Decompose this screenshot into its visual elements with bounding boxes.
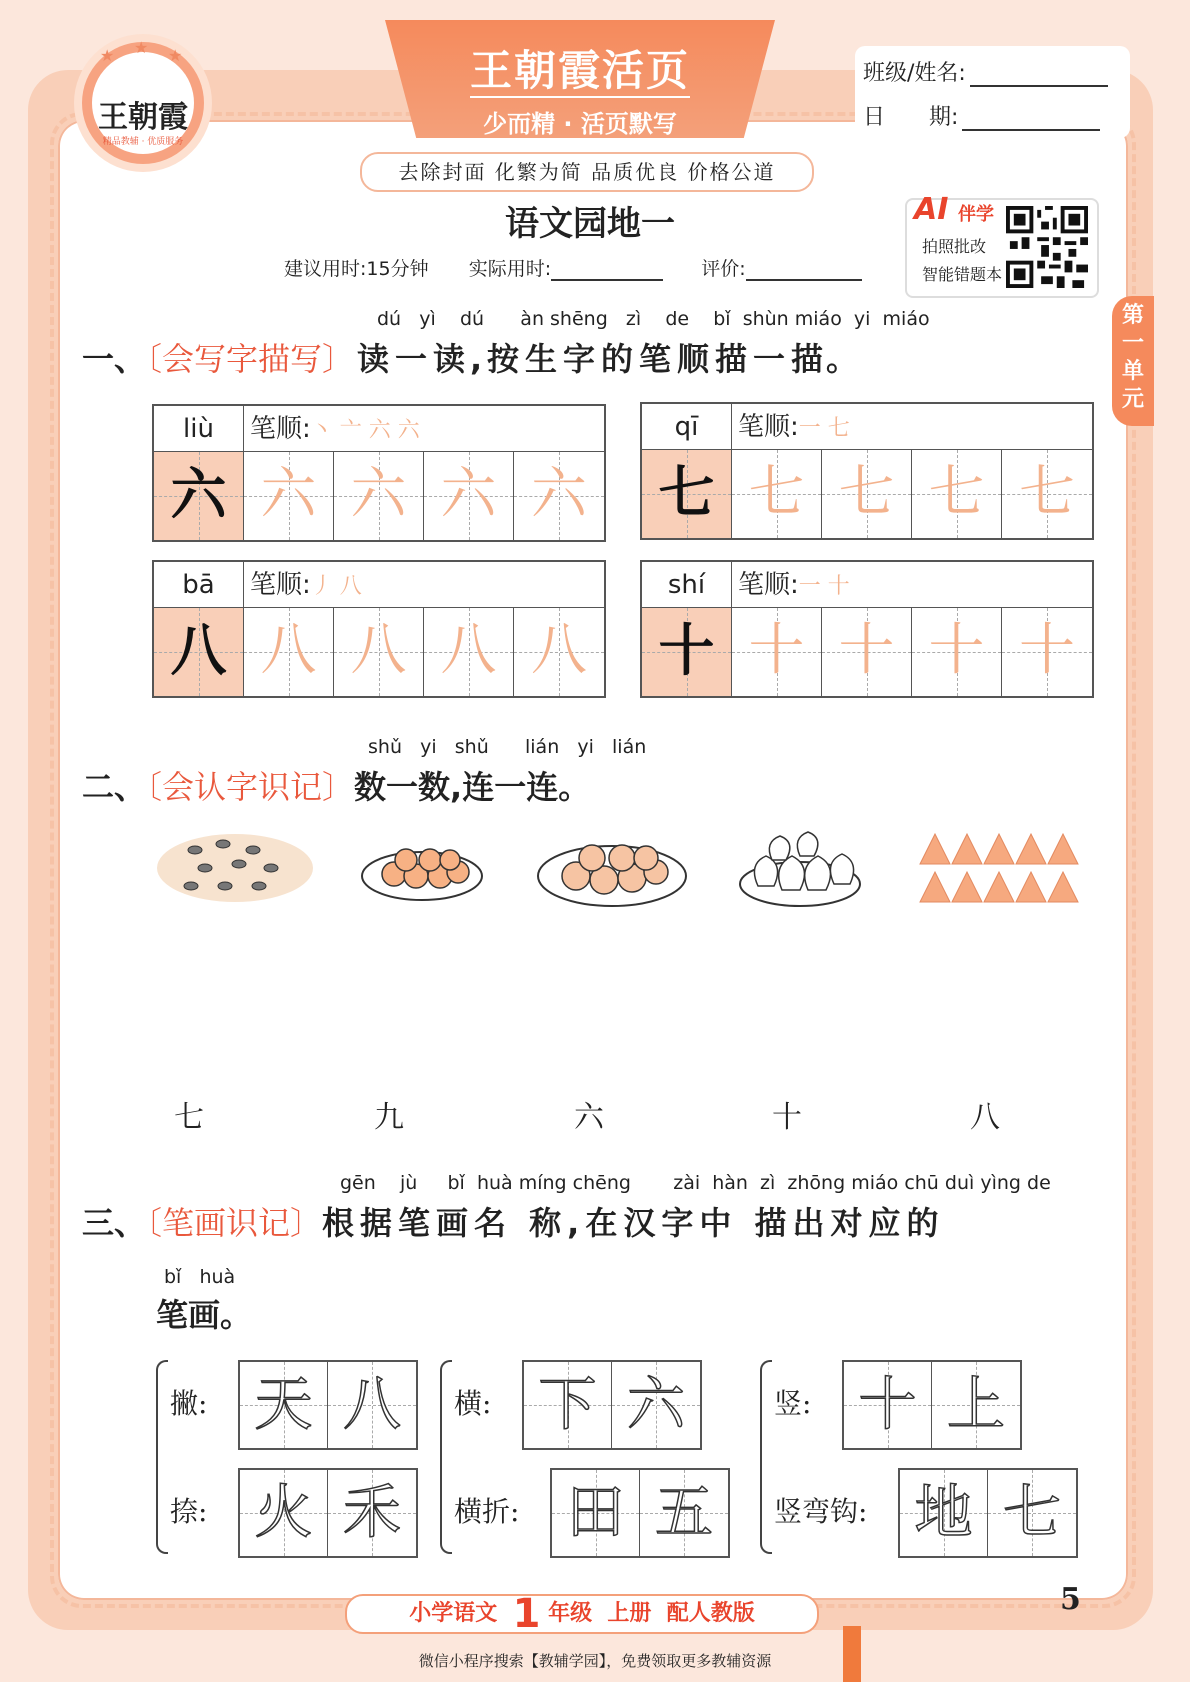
unit-side-tab [1112, 296, 1154, 426]
section3-heading [82, 1198, 944, 1244]
number-item[interactable]: 九 [374, 1100, 404, 1135]
suggested-time: 建议用时:15分钟 [284, 258, 429, 280]
peaches-plate-icon[interactable] [536, 828, 688, 908]
evaluation-field[interactable] [746, 259, 862, 281]
outline-char: 上 [946, 1370, 1005, 1438]
stroke-sequence: 丶 亠 六 六 [310, 418, 420, 443]
section-tag: 〔会认字识记〕 [146, 768, 355, 806]
class-name-label: 班级/姓名: [863, 61, 966, 86]
pinyin: chēng [572, 1172, 631, 1194]
section-number: 一、 [82, 340, 147, 378]
char-pair-box [238, 1360, 418, 1450]
wechat-promo: 微信小程序搜索【教辅学园】，免费领取更多教辅资源 [418, 1652, 772, 1670]
stroke-name-label: 竖弯钩: [774, 1495, 868, 1528]
number-item[interactable]: 八 [970, 1100, 1000, 1135]
pinyin: dú [459, 308, 485, 330]
number-item[interactable]: 六 [574, 1100, 604, 1135]
banner-subtitle: 少而精 · 活页默写 [483, 110, 677, 138]
group-brace [156, 1360, 168, 1554]
stroke-order-grid [640, 402, 1094, 540]
pinyin: duì [944, 1172, 975, 1194]
footer-grade: 年级 [548, 1601, 593, 1626]
char-pinyin: bā [154, 562, 244, 608]
stroke-order-label: 笔顺: [250, 570, 311, 600]
model-char-cell [154, 452, 244, 540]
outline-char: 七 [1002, 1478, 1061, 1546]
stroke-sequence: 一 七 [798, 416, 850, 441]
trace-char-cell[interactable] [912, 450, 1002, 538]
trace-char: 八 [260, 618, 317, 683]
trace-stroke-cell[interactable] [900, 1470, 988, 1556]
instruction-char: 描 [715, 340, 748, 378]
trace-stroke-cell[interactable] [640, 1470, 728, 1556]
trace-char-cell[interactable] [424, 608, 514, 696]
pears-plate-icon[interactable] [738, 826, 862, 908]
pinyin: yi [577, 736, 594, 758]
trace-stroke-cell[interactable] [328, 1362, 416, 1448]
section3-instruction: 根据笔画名 称,在汉字中 描出对应的 [322, 1204, 945, 1242]
section3-pinyin [340, 1172, 1051, 1194]
date-field[interactable] [962, 107, 1100, 131]
section-number: 二、 [82, 768, 147, 806]
outline-char: 地 [914, 1478, 973, 1546]
trace-char: 六 [531, 462, 587, 527]
group-brace [440, 1360, 452, 1554]
section-number: 三、 [82, 1204, 147, 1242]
instruction-char: 一 [395, 340, 428, 378]
qr-code-icon[interactable] [1006, 206, 1088, 288]
pinyin: huà [199, 1266, 236, 1288]
trace-stroke-cell[interactable] [988, 1470, 1076, 1556]
star-icon: ★ [168, 46, 183, 65]
instruction-char: 生 [525, 340, 558, 378]
outline-char: 天 [254, 1370, 313, 1438]
stroke-order-grid [152, 560, 606, 698]
section1-heading [82, 334, 858, 380]
pinyin: de [1027, 1172, 1051, 1194]
actual-time-field[interactable] [551, 259, 663, 281]
trace-stroke-cell[interactable] [844, 1362, 932, 1448]
stroke-order-label: 笔顺: [738, 412, 799, 442]
pinyin: miáo [794, 308, 842, 330]
student-info-box [855, 46, 1130, 138]
char-pair-box [522, 1360, 702, 1450]
outline-char: 八 [342, 1370, 401, 1438]
char-pair-box [898, 1468, 1078, 1558]
section-tag: 〔会写字描写〕 [146, 340, 355, 378]
model-char: 七 [658, 460, 715, 526]
outline-char: 五 [654, 1478, 713, 1546]
pinyin: bǐ [447, 1172, 465, 1194]
pinyin: zì [625, 308, 642, 330]
unit-label: 第一单元 [1122, 303, 1145, 412]
pinyin: yi [853, 308, 871, 330]
bees-icon[interactable] [155, 828, 315, 904]
outline-char: 六 [626, 1370, 685, 1438]
trace-char-cell[interactable] [1002, 608, 1092, 696]
trace-char: 七 [838, 460, 895, 525]
page-number: 5 [1060, 1582, 1081, 1617]
pinyin: àn [520, 308, 544, 330]
instruction-char: 笔 [639, 340, 672, 378]
trace-char: 十 [838, 618, 895, 683]
instruction-char: 读 [357, 340, 390, 378]
outline-char: 田 [566, 1478, 625, 1546]
pinyin: lián [525, 736, 560, 758]
stroke-order-row [738, 404, 850, 450]
pinyin: miáo [882, 308, 930, 330]
trace-char-cell[interactable] [424, 452, 514, 540]
pinyin: yi [420, 736, 437, 758]
trace-char: 六 [350, 462, 407, 527]
instruction-char: 一 [753, 340, 786, 378]
actual-time-label: 实际用时: [468, 258, 552, 280]
evaluation-label: 评价: [701, 258, 746, 280]
trace-stroke-cell[interactable] [524, 1362, 612, 1448]
footer-volume: 上册 [607, 1601, 652, 1626]
stroke-name-label: 竖: [774, 1387, 812, 1420]
stroke-order-row [250, 406, 420, 452]
stroke-name-label: 撇: [170, 1387, 208, 1420]
pinyin: bǐ [164, 1266, 182, 1288]
trace-char-cell[interactable] [514, 452, 604, 540]
instruction-char: 。 [826, 340, 859, 378]
trace-char: 七 [1019, 460, 1075, 525]
stroke-order-label: 笔顺: [250, 414, 311, 444]
model-char-cell [154, 608, 244, 696]
trace-char-cell[interactable] [732, 450, 822, 538]
char-pair-box [550, 1468, 730, 1558]
star-icon: ★ [134, 38, 149, 57]
char-pinyin: qī [642, 404, 732, 450]
trace-char: 七 [748, 460, 805, 525]
logo-subtext: 精品教辅 · 优质服务 [102, 137, 184, 147]
trace-char: 八 [350, 618, 407, 683]
trace-char: 十 [1019, 618, 1075, 683]
char-pinyin: shí [642, 562, 732, 608]
outline-char: 下 [538, 1370, 597, 1438]
pinyin: zài [673, 1172, 701, 1194]
trace-stroke-cell[interactable] [240, 1470, 328, 1556]
footer-subject: 小学语文 [409, 1601, 498, 1626]
stroke-order-row [738, 562, 850, 608]
outline-char: 火 [254, 1478, 313, 1546]
model-char: 六 [170, 462, 227, 528]
pinyin: bǐ [713, 308, 731, 330]
pinyin: gēn [340, 1172, 376, 1194]
stroke-order-grid [152, 404, 606, 542]
trace-char: 六 [260, 462, 317, 527]
pinyin: jù [399, 1172, 418, 1194]
date-row [863, 100, 1100, 131]
section1-pinyin [377, 308, 930, 330]
stroke-order-grid [640, 560, 1094, 698]
trace-stroke-cell[interactable] [240, 1362, 328, 1448]
trace-stroke-cell[interactable] [552, 1470, 640, 1556]
instruction-char: , [469, 340, 483, 378]
trace-char: 六 [440, 462, 497, 527]
instruction-char: 读 [433, 340, 466, 378]
footer-edition: 配人教版 [666, 1601, 755, 1626]
ai-line-2: 智能错题本 [922, 265, 1003, 284]
date-label: 日 期: [863, 105, 959, 130]
pinyin: shùn [742, 308, 789, 330]
section3-instruction-line2: 笔画。 [156, 1296, 253, 1334]
outline-char: 禾 [342, 1478, 401, 1546]
model-char: 八 [170, 618, 227, 684]
stroke-name-label: 横折: [454, 1495, 520, 1528]
ai-companion-label: 伴学 [958, 204, 994, 225]
lesson-title: 语文园地一 [505, 204, 675, 244]
instruction-char: 描 [791, 340, 824, 378]
stroke-order-row [250, 562, 362, 608]
trace-char-cell[interactable] [334, 452, 424, 540]
section2-heading [82, 762, 590, 808]
footer-badge [345, 1591, 819, 1637]
pinyin: lián [612, 736, 647, 758]
number-item[interactable]: 七 [174, 1100, 204, 1135]
model-char-cell [642, 450, 732, 538]
trace-char-cell[interactable] [244, 608, 334, 696]
group-brace [760, 1360, 772, 1554]
section2-pinyin [368, 736, 646, 758]
section3-pinyin-line2 [164, 1266, 235, 1288]
trace-char-cell[interactable] [514, 608, 604, 696]
trace-char-cell[interactable] [822, 608, 912, 696]
stroke-sequence: 丿 八 [310, 574, 362, 599]
char-pair-box [842, 1360, 1022, 1450]
model-char: 十 [658, 618, 715, 684]
pinyin: shǔ [368, 736, 402, 758]
star-icon: ★ [100, 46, 115, 65]
banner-title: 王朝霞活页 [469, 46, 690, 95]
trace-char-cell[interactable] [1002, 450, 1092, 538]
time-row [284, 254, 862, 281]
class-name-row [863, 56, 1108, 87]
char-pinyin: liù [154, 406, 244, 452]
pinyin: yì [419, 308, 436, 330]
oranges-plate-icon[interactable] [360, 836, 485, 902]
number-item[interactable]: 十 [772, 1100, 802, 1135]
outline-char: 十 [858, 1370, 917, 1438]
pinyin: hàn [712, 1172, 748, 1194]
trace-stroke-cell[interactable] [932, 1362, 1020, 1448]
logo-text: 王朝霞 [98, 100, 188, 135]
trace-char: 八 [531, 618, 587, 683]
pinyin: shēng [550, 308, 608, 330]
pinyin: de [665, 308, 690, 330]
triangles-icon[interactable] [918, 830, 1080, 904]
class-name-field[interactable] [970, 63, 1108, 87]
trace-char-cell[interactable] [334, 608, 424, 696]
trace-char-cell[interactable] [912, 608, 1002, 696]
pinyin: yìng [980, 1172, 1021, 1194]
trace-char-cell[interactable] [822, 450, 912, 538]
stroke-sequence: 一 十 [798, 574, 850, 599]
pinyin: huà [476, 1172, 513, 1194]
banner-divider [470, 96, 690, 98]
ai-line-1: 拍照批改 [922, 237, 987, 256]
trace-char: 八 [440, 618, 497, 683]
pinyin: chū [904, 1172, 939, 1194]
trace-char-cell[interactable] [244, 452, 334, 540]
pinyin: zhōng [787, 1172, 846, 1194]
stroke-name-label: 捺: [170, 1495, 208, 1528]
trace-stroke-cell[interactable] [328, 1470, 416, 1556]
slogan: 去除封面 化繁为简 品质优良 价格公道 [360, 152, 814, 192]
instruction-char: 顺 [677, 340, 710, 378]
instruction-char: 按 [487, 340, 520, 378]
section1-instruction [354, 340, 858, 378]
instruction-char: 字 [563, 340, 596, 378]
trace-char: 七 [928, 460, 985, 525]
instruction-char: 的 [601, 340, 634, 378]
pinyin: shǔ [454, 736, 489, 758]
trace-stroke-cell[interactable] [612, 1362, 700, 1448]
pinyin: miáo [851, 1172, 899, 1194]
footer-grade-number: 1 [512, 1591, 541, 1637]
char-pair-box [238, 1468, 418, 1558]
model-char-cell [642, 608, 732, 696]
trace-char: 十 [928, 618, 985, 683]
section2-instruction: 数一数,连一连。 [354, 768, 591, 806]
ai-label: AI [914, 192, 949, 227]
trace-char: 十 [748, 618, 805, 683]
stroke-name-label: 横: [454, 1387, 492, 1420]
trace-char-cell[interactable] [732, 608, 822, 696]
pinyin: zì [760, 1172, 776, 1194]
stroke-order-label: 笔顺: [738, 570, 799, 600]
pinyin: míng [518, 1172, 567, 1194]
pinyin: dú [377, 308, 402, 330]
section-tag: 〔笔画识记〕 [146, 1204, 323, 1242]
